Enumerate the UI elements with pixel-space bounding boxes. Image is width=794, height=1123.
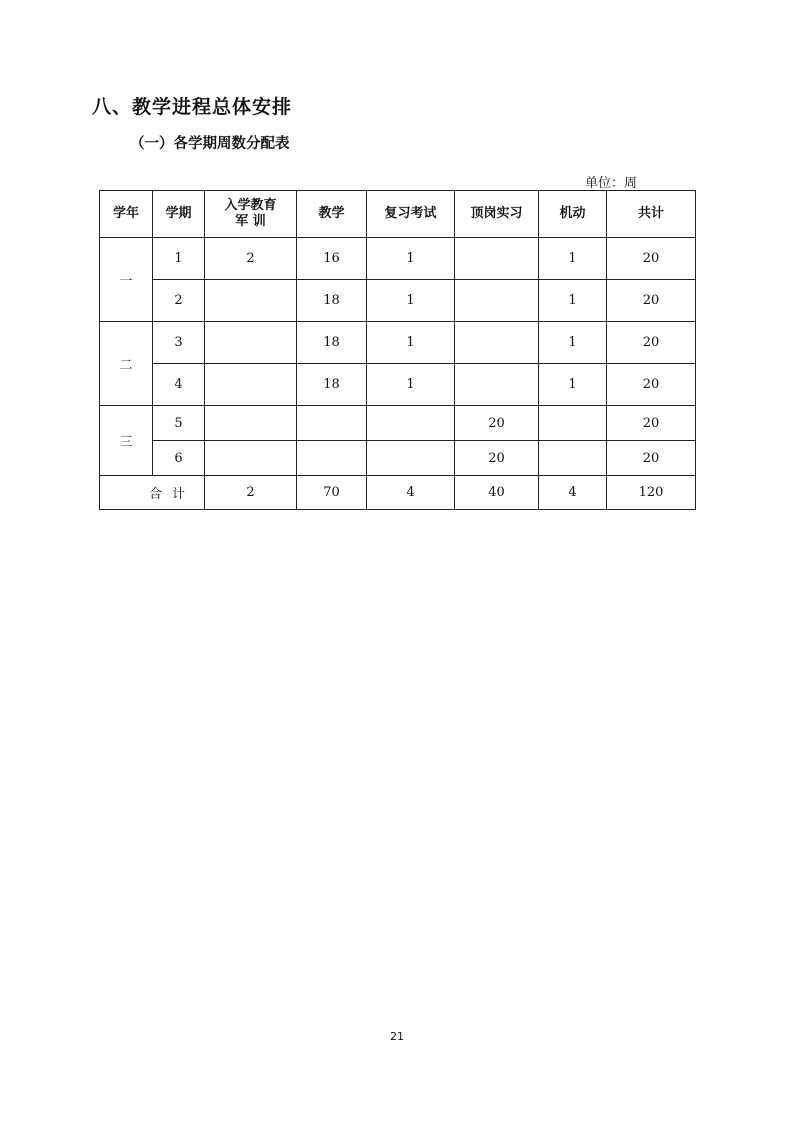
year-cell: 三 bbox=[100, 406, 153, 476]
unit-label: 单位：周 bbox=[585, 176, 638, 191]
table-header-row bbox=[100, 191, 696, 238]
summary-entry: 2 bbox=[205, 476, 297, 510]
internship-cell bbox=[455, 280, 539, 322]
review-cell: 1 bbox=[367, 322, 455, 364]
teaching-cell bbox=[297, 406, 367, 441]
review-cell: 1 bbox=[367, 280, 455, 322]
summary-review: 4 bbox=[367, 476, 455, 510]
internship-cell: 20 bbox=[455, 441, 539, 476]
header-review-exam: 复习考试 bbox=[367, 191, 455, 238]
section-title: 八、教学进程总体安排 bbox=[92, 96, 293, 118]
total-cell: 20 bbox=[607, 441, 696, 476]
page-number: 21 bbox=[390, 1030, 404, 1043]
term-cell: 5 bbox=[153, 406, 205, 441]
header-total: 共计 bbox=[607, 191, 696, 238]
header-teaching: 教学 bbox=[297, 191, 367, 238]
review-cell bbox=[367, 441, 455, 476]
table-row bbox=[100, 322, 696, 364]
teaching-cell: 18 bbox=[297, 280, 367, 322]
year-cell: 一 bbox=[100, 238, 153, 322]
header-year: 学年 bbox=[100, 191, 153, 238]
entry-cell bbox=[205, 406, 297, 441]
table-row bbox=[100, 238, 696, 280]
teaching-cell: 18 bbox=[297, 322, 367, 364]
teaching-cell: 16 bbox=[297, 238, 367, 280]
teaching-cell bbox=[297, 441, 367, 476]
flexible-cell: 1 bbox=[539, 364, 607, 406]
summary-total: 120 bbox=[607, 476, 696, 510]
flexible-cell bbox=[539, 406, 607, 441]
internship-cell bbox=[455, 322, 539, 364]
flexible-cell: 1 bbox=[539, 322, 607, 364]
table-row bbox=[100, 364, 696, 406]
entry-cell: 2 bbox=[205, 238, 297, 280]
term-cell: 2 bbox=[153, 280, 205, 322]
review-cell bbox=[367, 406, 455, 441]
entry-cell bbox=[205, 441, 297, 476]
total-cell: 20 bbox=[607, 238, 696, 280]
term-weeks-table bbox=[99, 190, 696, 510]
flexible-cell bbox=[539, 441, 607, 476]
teaching-cell: 18 bbox=[297, 364, 367, 406]
flexible-cell: 1 bbox=[539, 238, 607, 280]
term-cell: 1 bbox=[153, 238, 205, 280]
internship-cell bbox=[455, 364, 539, 406]
summary-label: 合计 bbox=[100, 476, 205, 510]
term-cell: 6 bbox=[153, 441, 205, 476]
review-cell: 1 bbox=[367, 364, 455, 406]
header-entry-training bbox=[205, 191, 297, 238]
total-cell: 20 bbox=[607, 406, 696, 441]
summary-flexible: 4 bbox=[539, 476, 607, 510]
summary-row bbox=[100, 476, 696, 510]
summary-internship: 40 bbox=[455, 476, 539, 510]
entry-cell bbox=[205, 364, 297, 406]
entry-cell bbox=[205, 322, 297, 364]
subsection-title: （一）各学期周数分配表 bbox=[130, 136, 290, 152]
entry-cell bbox=[205, 280, 297, 322]
internship-cell bbox=[455, 238, 539, 280]
table-row bbox=[100, 441, 696, 476]
total-cell: 20 bbox=[607, 364, 696, 406]
term-cell: 3 bbox=[153, 322, 205, 364]
header-entry-line1: 入学教育 bbox=[224, 198, 277, 213]
header-flexible: 机动 bbox=[539, 191, 607, 238]
term-cell: 4 bbox=[153, 364, 205, 406]
flexible-cell: 1 bbox=[539, 280, 607, 322]
total-cell: 20 bbox=[607, 322, 696, 364]
header-internship: 顶岗实习 bbox=[455, 191, 539, 238]
header-term: 学期 bbox=[153, 191, 205, 238]
table-row bbox=[100, 280, 696, 322]
year-cell: 二 bbox=[100, 322, 153, 406]
summary-teaching: 70 bbox=[297, 476, 367, 510]
review-cell: 1 bbox=[367, 238, 455, 280]
header-entry-line2: 军 训 bbox=[235, 214, 266, 229]
table-row bbox=[100, 406, 696, 441]
total-cell: 20 bbox=[607, 280, 696, 322]
internship-cell: 20 bbox=[455, 406, 539, 441]
